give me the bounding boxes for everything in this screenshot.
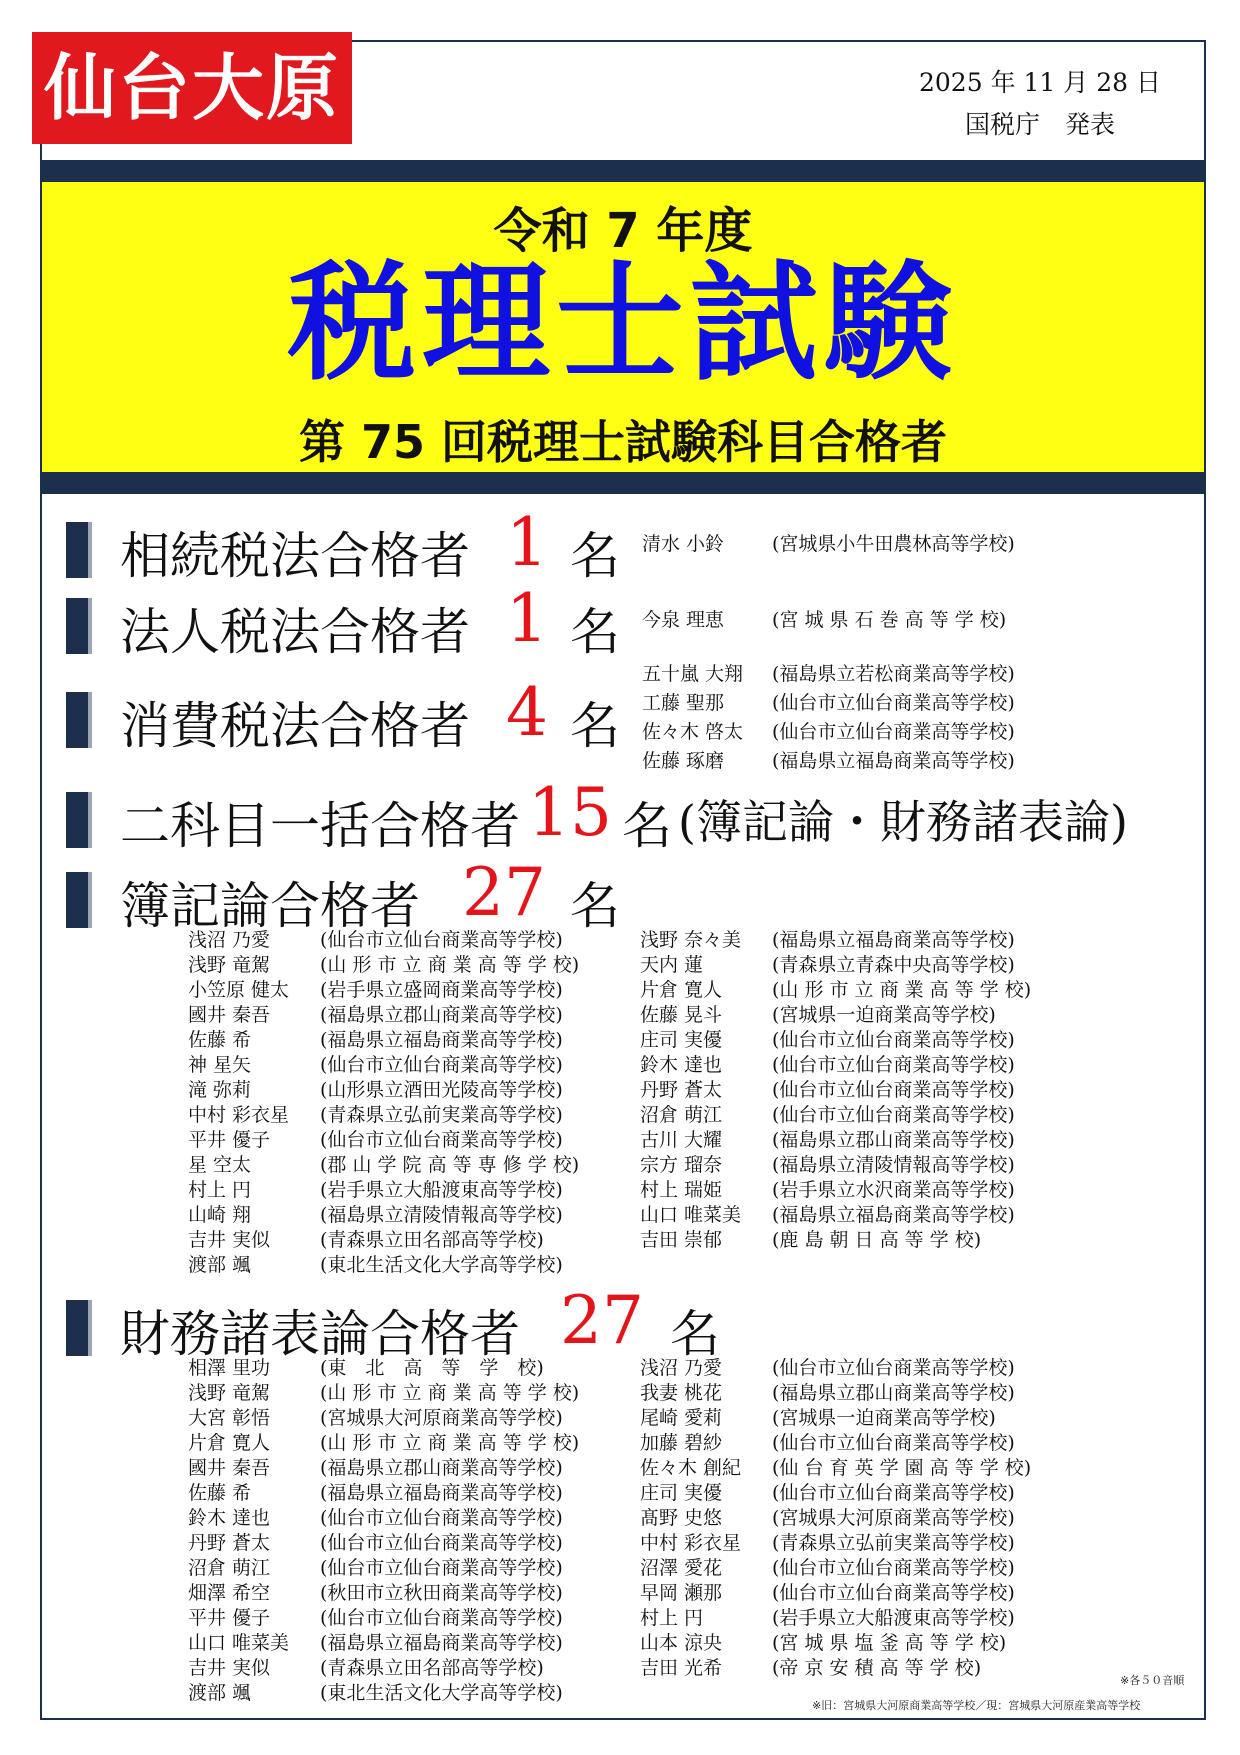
school-name: (仙台市立仙台商業高等学校) [320, 1129, 563, 1151]
person-name: 工藤 聖那 [642, 692, 725, 714]
school-name: (福島県立福島商業高等学校) [772, 929, 1015, 951]
person-name: 吉井 実似 [188, 1657, 271, 1679]
section-note: (簿記論・財務諸表論) [678, 795, 1128, 849]
section-title: 消費税法合格者 [120, 697, 470, 755]
person-name: 浅沼 乃愛 [188, 929, 271, 951]
person-name: 大宮 彰悟 [188, 1407, 271, 1429]
person-name: 國井 秦吾 [188, 1457, 271, 1479]
school-name: (秋田市立秋田商業高等学校) [320, 1582, 563, 1604]
hero-title: 税理士試験 [287, 249, 958, 398]
school-name: (仙台市立仙台商業高等学校) [772, 721, 1015, 743]
list-item [642, 660, 1015, 689]
list-item [642, 718, 1015, 747]
person-name: 吉井 実似 [188, 1229, 271, 1251]
person-name: 浅野 奈々美 [640, 929, 742, 951]
list-item [188, 1203, 590, 1228]
school-name: (福島県立郡山商業高等学校) [772, 1382, 1015, 1404]
school-name: (仙台市立仙台商業高等学校) [320, 1532, 563, 1554]
school-name: (仙台市立仙台商業高等学校) [320, 1607, 563, 1629]
school-name: (東 北 高 等 学 校) [320, 1357, 544, 1379]
list-item [188, 1631, 590, 1656]
person-name: 今泉 理恵 [642, 609, 725, 631]
hero-bottom-band [42, 472, 1204, 494]
list-item [640, 1531, 1042, 1556]
list-item [188, 1531, 590, 1556]
person-name: 平井 優子 [188, 1129, 271, 1151]
list-item [640, 1581, 1042, 1606]
list-item [640, 1431, 1042, 1456]
school-name: (仙台市立仙台商業高等学校) [772, 1104, 1015, 1126]
list-item [640, 1103, 1042, 1128]
school-rename-note: ※旧：宮城県大河原商業高等学校／現：宮城県大河原産業高等学校 [812, 1699, 1141, 1712]
announcement-publisher: 国税庁 発表 [964, 110, 1115, 139]
school-name: (仙台市立仙台商業高等学校) [772, 1582, 1015, 1604]
list-item [642, 747, 1015, 776]
school-name: (仙台市立仙台商業高等学校) [772, 1079, 1015, 1101]
school-name: (青森県立弘前実業高等学校) [320, 1104, 563, 1126]
school-name: (仙台市立仙台商業高等学校) [320, 1507, 563, 1529]
list-item [640, 953, 1042, 978]
person-name: 國井 秦吾 [188, 1004, 271, 1026]
person-name: 沼澤 愛花 [640, 1557, 723, 1579]
list-item [640, 978, 1042, 1003]
list-item [188, 1028, 590, 1053]
announcement-info [900, 62, 1180, 146]
list-item [640, 1556, 1042, 1581]
person-name: 沼倉 萌江 [188, 1557, 271, 1579]
list-item [188, 1053, 590, 1078]
section-count: 27 [560, 1282, 644, 1359]
school-name: (仙台市立仙台商業高等学校) [320, 1557, 563, 1579]
person-name: 浅野 竜駕 [188, 954, 271, 976]
list-item [188, 1003, 590, 1028]
list-item [188, 953, 590, 978]
section-unit: 名 [670, 1305, 720, 1363]
school-name: (東北生活文化大学高等学校) [320, 1254, 563, 1276]
section-title: 財務諸表論合格者 [120, 1305, 520, 1363]
person-name: 鈴木 達也 [640, 1054, 723, 1076]
person-name: 浅沼 乃愛 [640, 1357, 723, 1379]
person-name: 吉田 光希 [640, 1657, 723, 1679]
hero-banner [42, 182, 1204, 472]
person-name: 髙野 史悠 [640, 1507, 723, 1529]
school-name: (郡 山 学 院 高 等 専 修 学 校) [320, 1154, 580, 1176]
school-name: (鹿 島 朝 日 高 等 学 校) [772, 1229, 982, 1251]
school-name: (仙台市立仙台商業高等学校) [772, 1054, 1015, 1076]
person-name: 庄司 実優 [640, 1482, 723, 1504]
person-name: 村上 瑞姫 [640, 1179, 723, 1201]
person-name: 佐藤 晃斗 [640, 1004, 723, 1026]
section-marker [66, 692, 88, 748]
list-item [640, 1656, 1042, 1681]
school-name: (宮城県一迫商業高等学校) [772, 1407, 996, 1429]
section-count: 4 [506, 674, 548, 751]
person-name: 片倉 寛人 [640, 979, 723, 1001]
school-name: (福島県立福島商業高等学校) [320, 1482, 563, 1504]
person-name: 佐藤 希 [188, 1482, 252, 1504]
person-name: 佐藤 琢磨 [642, 750, 725, 772]
bookkeeping-list-left [188, 928, 590, 1278]
school-name: (福島県立福島商業高等学校) [772, 1204, 1015, 1226]
person-name: 滝 弥莉 [188, 1079, 252, 1101]
announcement-date: 2025 年 11 月 28 日 [919, 68, 1161, 97]
section-marker [66, 872, 88, 928]
list-item [188, 1556, 590, 1581]
school-name: (宮城県大河原商業高等学校) [320, 1407, 563, 1429]
section-title: 相続税法合格者 [120, 527, 470, 585]
section-title: 簿記論合格者 [120, 877, 420, 935]
list-item [188, 1406, 590, 1431]
school-name: (福島県立福島商業高等学校) [772, 750, 1015, 772]
list-item [188, 1228, 590, 1253]
person-name: 古川 大耀 [640, 1129, 723, 1151]
section-count: 15 [528, 774, 612, 851]
list-item [188, 928, 590, 953]
school-name: (青森県立青森中央高等学校) [772, 954, 1015, 976]
school-name: (福島県立郡山商業高等学校) [320, 1457, 563, 1479]
school-name: (岩手県立大船渡東高等学校) [772, 1607, 1015, 1629]
section-title: 二科目一括合格者 [120, 797, 520, 855]
school-name: (宮 城 県 塩 釜 高 等 学 校) [772, 1632, 1007, 1654]
person-name: 中村 彩衣星 [188, 1104, 290, 1126]
school-name: (青森県立田名部高等学校) [320, 1657, 544, 1679]
list-item [188, 1506, 590, 1531]
list-item [642, 530, 1015, 559]
list-item [640, 1078, 1042, 1103]
section-marker [66, 522, 88, 578]
list-item [188, 1481, 590, 1506]
list-item [188, 1153, 590, 1178]
list-item [640, 1153, 1042, 1178]
person-name: 浅野 竜駕 [188, 1382, 271, 1404]
section-unit: 名 [570, 877, 620, 935]
school-name: (宮 城 県 石 巻 高 等 学 校) [772, 609, 1007, 631]
list-item [640, 1481, 1042, 1506]
financial-list-right [640, 1356, 1042, 1681]
section-count: 27 [462, 854, 546, 931]
person-name: 山崎 翔 [188, 1204, 252, 1226]
school-name: (宮城県小牛田農林高等学校) [772, 533, 1015, 555]
hero-top-band [42, 160, 1204, 182]
list-item [188, 1656, 590, 1681]
list-item [640, 1406, 1042, 1431]
person-name: 宗方 瑠奈 [640, 1154, 723, 1176]
hero-year: 令和 7 年度 [493, 203, 753, 259]
person-name: 庄司 実優 [640, 1029, 723, 1051]
section-unit: 名 [622, 797, 672, 855]
inheritance-list [642, 530, 1015, 559]
person-name: 佐々木 創紀 [640, 1457, 742, 1479]
school-name: (仙台市立仙台商業高等学校) [772, 692, 1015, 714]
section-count: 1 [506, 504, 548, 581]
school-name: (青森県立弘前実業高等学校) [772, 1532, 1015, 1554]
person-name: 渡部 颯 [188, 1682, 252, 1704]
person-name: 丹野 蒼太 [188, 1532, 271, 1554]
list-item [640, 1203, 1042, 1228]
list-item [640, 1631, 1042, 1656]
list-item [640, 1003, 1042, 1028]
list-item [188, 1128, 590, 1153]
bookkeeping-list-right [640, 928, 1042, 1253]
school-name: (山形県立酒田光陵高等学校) [320, 1079, 563, 1101]
list-item [640, 1128, 1042, 1153]
list-item [642, 689, 1015, 718]
list-item [188, 1381, 590, 1406]
list-item [640, 928, 1042, 953]
school-name: (仙台市立仙台商業高等学校) [772, 1029, 1015, 1051]
school-name: (岩手県立盛岡商業高等学校) [320, 979, 563, 1001]
school-name: (福島県立清陵情報高等学校) [772, 1154, 1015, 1176]
school-name: (帝 京 安 積 高 等 学 校) [772, 1657, 982, 1679]
school-name: (岩手県立水沢商業高等学校) [772, 1179, 1015, 1201]
person-name: 佐々木 啓太 [642, 721, 744, 743]
school-name: (福島県立若松商業高等学校) [772, 663, 1015, 685]
person-name: 天内 蓮 [640, 954, 704, 976]
school-name: (青森県立田名部高等学校) [320, 1229, 544, 1251]
section-title: 法人税法合格者 [120, 603, 470, 661]
list-item [640, 1506, 1042, 1531]
person-name: 五十嵐 大翔 [642, 663, 744, 685]
school-logo: 仙台大原 [32, 32, 352, 144]
person-name: 加藤 碧紗 [640, 1432, 723, 1454]
list-item [640, 1381, 1042, 1406]
person-name: 佐藤 希 [188, 1029, 252, 1051]
school-name: (福島県立郡山商業高等学校) [320, 1004, 563, 1026]
sort-order-note: ※各５０音順 [1120, 1674, 1185, 1687]
list-item [188, 1103, 590, 1128]
list-item [188, 1253, 590, 1278]
person-name: 山口 唯菜美 [188, 1632, 290, 1654]
school-name: (福島県立福島商業高等学校) [320, 1632, 563, 1654]
person-name: 渡部 颯 [188, 1254, 252, 1276]
section-marker [66, 1300, 88, 1356]
person-name: 丹野 蒼太 [640, 1079, 723, 1101]
school-name: (宮城県一迫商業高等学校) [772, 1004, 996, 1026]
person-name: 畑澤 希空 [188, 1582, 271, 1604]
list-item [188, 1356, 590, 1381]
school-name: (福島県立郡山商業高等学校) [772, 1129, 1015, 1151]
person-name: 片倉 寛人 [188, 1432, 271, 1454]
person-name: 山口 唯菜美 [640, 1204, 742, 1226]
school-name: (仙台市立仙台商業高等学校) [772, 1357, 1015, 1379]
person-name: 神 星矢 [188, 1054, 252, 1076]
corporate-list [642, 606, 1006, 635]
school-name: (仙台市立仙台商業高等学校) [320, 929, 563, 951]
list-item [642, 606, 1006, 635]
list-item [188, 1581, 590, 1606]
list-item [640, 1028, 1042, 1053]
person-name: 吉田 崇郁 [640, 1229, 723, 1251]
list-item [188, 978, 590, 1003]
person-name: 中村 彩衣星 [640, 1532, 742, 1554]
person-name: 尾崎 愛莉 [640, 1407, 723, 1429]
list-item [188, 1456, 590, 1481]
section-unit: 名 [570, 697, 620, 755]
school-name: (福島県立福島商業高等学校) [320, 1029, 563, 1051]
school-name: (山 形 市 立 商 業 高 等 学 校) [320, 954, 580, 976]
school-name: (山 形 市 立 商 業 高 等 学 校) [772, 979, 1032, 1001]
school-name: (山 形 市 立 商 業 高 等 学 校) [320, 1382, 580, 1404]
list-item [640, 1053, 1042, 1078]
list-item [640, 1178, 1042, 1203]
person-name: 鈴木 達也 [188, 1507, 271, 1529]
school-name: (岩手県立大船渡東高等学校) [320, 1179, 563, 1201]
list-item [640, 1456, 1042, 1481]
list-item [188, 1078, 590, 1103]
person-name: 村上 円 [640, 1607, 704, 1629]
hero-subtitle: 第 75 回税理士試験科目合格者 [298, 415, 948, 469]
person-name: 山本 涼央 [640, 1632, 723, 1654]
section-count: 1 [506, 580, 548, 657]
school-name: (山 形 市 立 商 業 高 等 学 校) [320, 1432, 580, 1454]
list-item [188, 1178, 590, 1203]
list-item [188, 1606, 590, 1631]
section-unit: 名 [570, 527, 620, 585]
person-name: 清水 小鈴 [642, 533, 725, 555]
financial-list-left [188, 1356, 590, 1706]
section-unit: 名 [570, 603, 620, 661]
person-name: 我妻 桃花 [640, 1382, 723, 1404]
person-name: 星 空太 [188, 1154, 252, 1176]
school-name: (福島県立清陵情報高等学校) [320, 1204, 563, 1226]
section-marker [66, 598, 88, 654]
list-item [640, 1228, 1042, 1253]
person-name: 村上 円 [188, 1179, 252, 1201]
list-item [640, 1356, 1042, 1381]
school-name: (仙台市立仙台商業高等学校) [772, 1432, 1015, 1454]
school-name: (宮城県大河原商業高等学校) [772, 1507, 1015, 1529]
list-item [640, 1606, 1042, 1631]
list-item [188, 1431, 590, 1456]
school-name: (東北生活文化大学高等学校) [320, 1682, 563, 1704]
consumption-list [642, 660, 1015, 776]
school-name: (仙台市立仙台商業高等学校) [772, 1557, 1015, 1579]
school-name: (仙台市立仙台商業高等学校) [320, 1054, 563, 1076]
list-item [188, 1681, 590, 1706]
person-name: 早岡 瀬那 [640, 1582, 723, 1604]
person-name: 平井 優子 [188, 1607, 271, 1629]
school-name: (仙台市立仙台商業高等学校) [772, 1482, 1015, 1504]
person-name: 沼倉 萌江 [640, 1104, 723, 1126]
school-name: (仙 台 育 英 学 園 高 等 学 校) [772, 1457, 1032, 1479]
person-name: 小笠原 健太 [188, 979, 290, 1001]
section-marker [66, 792, 88, 848]
person-name: 相澤 里功 [188, 1357, 271, 1379]
